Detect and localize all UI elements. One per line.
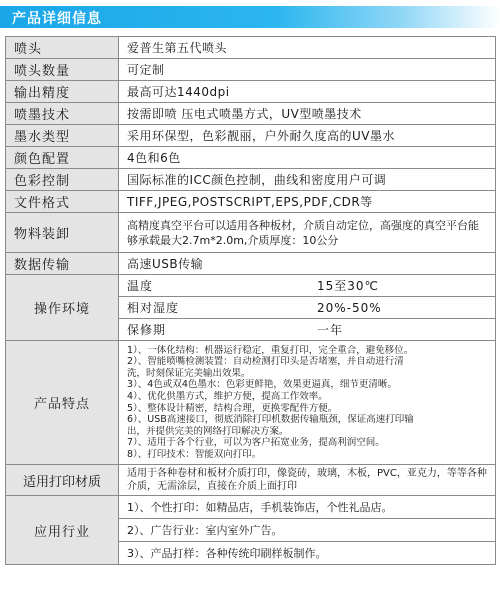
environment-value: 15至30℃ — [317, 279, 380, 293]
spec-label: 喷墨技术 — [6, 103, 119, 125]
spec-value: 按需即喷 压电式喷墨方式，UV型喷墨技术 — [119, 103, 496, 125]
spec-row — [6, 253, 496, 275]
environment-value: 20%-50% — [317, 300, 382, 315]
spec-row — [6, 191, 496, 213]
environment-item — [119, 297, 495, 319]
feature-line: 3）、4色或双4色墨水：色彩更鲜艳，效果更逼真，细节更清晰。 — [127, 379, 397, 391]
spec-label: 色彩控制 — [6, 169, 119, 191]
environment-key: 相对湿度 — [127, 301, 180, 315]
spec-value: 4色和6色 — [119, 147, 496, 169]
industry-line: 3）、产品打样：各种传统印刷样板制作。 — [127, 547, 327, 560]
spec-label: 喷头 — [6, 37, 119, 59]
spec-label: 输出精度 — [6, 81, 119, 103]
environment-row — [6, 275, 496, 341]
feature-line: 6）、USB高速接口，彻底消除打印机数据传输瓶颈，保证高速打印输 — [127, 414, 414, 426]
feature-line: 8）、打印技术：智能双向打印。 — [127, 448, 262, 460]
environment-item — [119, 275, 495, 297]
spec-label: 喷头数量 — [6, 59, 119, 81]
section-header — [0, 0, 500, 33]
industry-line: 2）、广告行业：室内室外广告。 — [119, 519, 495, 542]
materials-row — [6, 465, 496, 496]
spec-value: 高速USB传输 — [119, 253, 496, 275]
feature-line: 出，并提供完美的网络打印解决方案。 — [127, 425, 289, 437]
features-cell — [119, 341, 496, 465]
spec-label: 物料装卸 — [6, 213, 119, 253]
industry-line: 1）、个性打印：如精品店，手机装饰店，个性礼品店。 — [119, 496, 495, 519]
environment-key: 保修期 — [127, 323, 167, 337]
spec-row — [6, 169, 496, 191]
environment-label: 操作环境 — [6, 275, 119, 341]
spec-row — [6, 37, 496, 59]
spec-row — [6, 213, 496, 253]
features-row — [6, 341, 496, 465]
feature-line: 1）、一体化结构：机器运行稳定，重复打印，完全重合，避免移位。 — [127, 344, 414, 356]
industries-label: 应用行业 — [6, 496, 119, 565]
spec-label: 数据传输 — [6, 253, 119, 275]
feature-line: 5）、整体设计精密，结构合理，更换零配件方便。 — [127, 402, 338, 414]
spec-value: 可定制 — [119, 59, 496, 81]
materials-label: 适用打印材质 — [6, 465, 119, 496]
spec-row — [6, 103, 496, 125]
feature-line: 7）、适用于各个行业，可以为客户拓宽业务，提高利润空间。 — [127, 437, 385, 449]
industries-row — [6, 496, 496, 565]
spec-value: 最高可达1440dpi — [119, 81, 496, 103]
spec-row — [6, 81, 496, 103]
environment-cell — [119, 275, 496, 341]
environment-value: 一年 — [317, 323, 344, 337]
section-title: 产品详细信息 — [12, 11, 102, 27]
spec-value: 高精度真空平台可以适用各种板材，介质自动定位，高强度的真空平台能够承载最大2.7m*2.0m,介质厚度：10公分 — [119, 213, 496, 253]
spec-row — [6, 147, 496, 169]
spec-label: 墨水类型 — [6, 125, 119, 147]
features-list — [119, 342, 495, 464]
materials-value: 适用于各种卷材和板材介质打印，像瓷砖，玻璃，木板，PVC，亚克力，等等各种介质，无需涂层，直接在介质上面打印 — [119, 465, 496, 496]
environment-item — [119, 319, 495, 340]
spec-value: TIFF,JPEG,POSTSCRIPT,EPS,PDF,CDR等 — [119, 191, 496, 213]
spec-row — [6, 125, 496, 147]
feature-line: 4）、优化供墨方式，维护方便，提高工作效率。 — [127, 390, 328, 402]
feature-line: 洗，时刻保证完美输出效果。 — [127, 367, 251, 379]
spec-table — [5, 36, 496, 565]
spec-row — [6, 59, 496, 81]
features-label: 产品特点 — [6, 341, 119, 465]
spec-value: 国际标准的ICC颜色控制，曲线和密度用户可调 — [119, 169, 496, 191]
industries-cell — [119, 496, 496, 565]
spec-label: 文件格式 — [6, 191, 119, 213]
environment-key: 温度 — [127, 279, 154, 293]
spec-label: 颜色配置 — [6, 147, 119, 169]
spec-value: 采用环保型，色彩靓丽，户外耐久度高的UV墨水 — [119, 125, 496, 147]
spec-value: 爱普生第五代喷头 — [119, 37, 496, 59]
feature-line: 2）、智能喷嘴检测装置：自动检测打印头是否堵塞，并自动进行清 — [127, 356, 404, 368]
